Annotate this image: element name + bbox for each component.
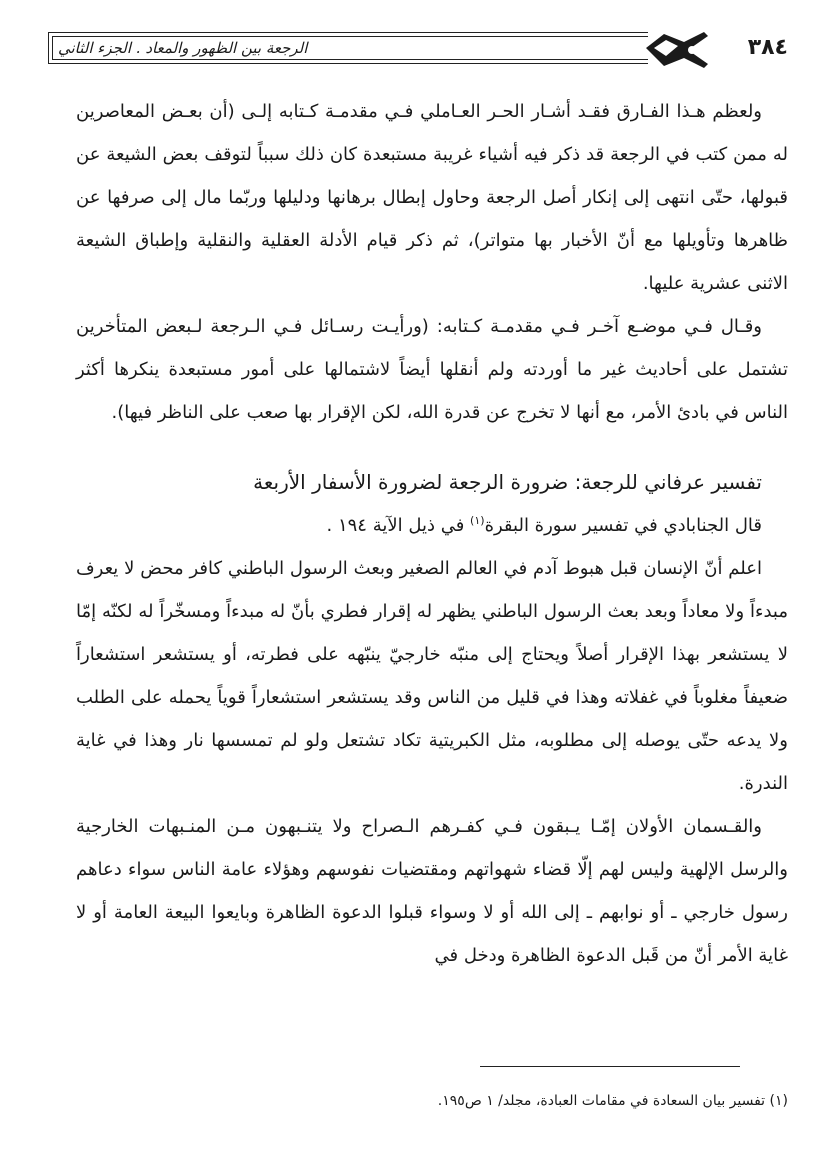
running-header — [48, 28, 788, 70]
intro-text-end: في ذيل الآية ١٩٤ . — [326, 515, 471, 536]
paragraph: والقـسمان الأولان إمّـا يـبقون فـي كفـرهم الـصراح ولا يتنـبهون مـن المنـبهات الخارجية والرسل الإلهية وليس لهم إلّا قضاء شهواتهم ومقتضيات نفوسهم وهؤلاء عامة الناس سواء دعاهم رسول خارجي ـ أو نوابهم ـ إلى الله أو لا وسواء قبلوا الدعوة الظاهرة وبايعوا البيعة العامة أو لا غاية الأمر أنّ من قَبل الدعوة الظاهرة ودخل في — [76, 816, 788, 966]
section-intro — [76, 504, 788, 547]
paragraph: وقـال فـي موضـع آخـر فـي مقدمـة كـتابه: (ورأيـت رسـائل فـي الـرجعة لـبعض المتأخرين تشتمل على أحاديث غير ما أوردته ولم أنقلها أيضاً لاشتمالها على أمور مستبعدة ينكرها أكثر الناس في بادئ الأمر، مع أنها لا تخرج عن قدرة الله، لكن الإقرار بها صعب على الناظر فيها). — [76, 316, 788, 423]
page-number: ٣٨٤ — [747, 35, 788, 60]
paragraph: ولعظم هـذا الفـارق فقـد أشـار الحـر العـاملي فـي مقدمـة كـتابه إلـى (أن بعـض المعاصرين له ممن كتب في الرجعة قد ذكر فيه أشياء غريبة مستبعدة كان ذلك سبباً لتوقف بعض الشيعة عن قبولها، حتّى انتهى إلى إنكار أصل الرجعة وحاول إبطال برهانها ودليلها وربّما مال إلى صرفها عن ظاهرها وتأويلها مع أنّ الأخبار بها متواتر)، ثم ذكر قيام الأدلة العقلية والنقلية وإطباق الشيعة الاثنى عشرية عليها. — [76, 101, 788, 294]
body-text — [76, 90, 788, 977]
footnote: (١) تفسير بيان السعادة في مقامات العبادة، مجلد/ ١ ص١٩٥. — [437, 1093, 788, 1109]
footnote-divider — [480, 1066, 740, 1067]
paragraph: اعلم أنّ الإنسان قبل هبوط آدم في العالم الصغير وبعث الرسول الباطني كافر محض لا يعرف مبدءاً ولا معاداً وبعد بعث الرسول الباطني يظهر له إقرار فطري بأنّ له مبدءاً ومسخّراً له لكنّه إمّا لا يستشعر بهذا الإقرار أصلاً ويحتاج إلى منبّه خارجيّ ينبّهه على فطرته، أو يستشعر استشعاراً ضعيفاً مغلوباً في غفلاته وهذا في قليل من الناس وقد يستشعر استشعاراً قوياً يحمله على الطلب ولا يدعه حتّى يوصله إلى مطلوبه، مثل الكبريتية تكاد تشتعل ولو لم تمسسها نار وهذا في غاية الندرة. — [76, 558, 788, 794]
intro-text: قال الجنابادي في تفسير سورة البقرة — [484, 515, 762, 536]
running-title: الرجعة بين الظهور والمعاد . الجزء الثاني — [58, 39, 308, 57]
section-heading: تفسير عرفاني للرجعة: ضرورة الرجعة لضرورة الأسفار الأربعة — [253, 470, 762, 494]
footnote-reference[interactable]: (١) — [470, 514, 485, 527]
header-ornament — [644, 28, 710, 70]
